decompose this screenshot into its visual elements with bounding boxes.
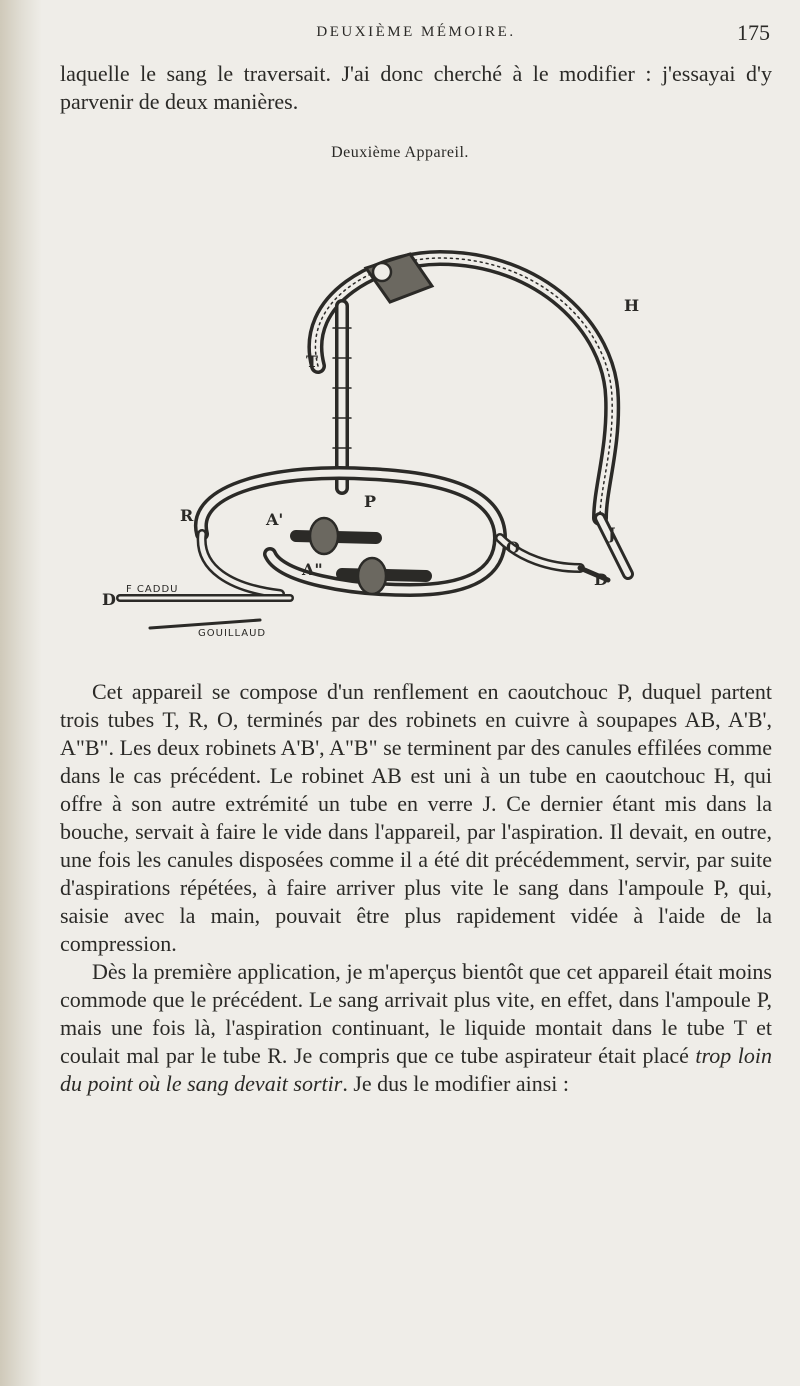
label-j: J xyxy=(608,524,616,543)
label-t: T xyxy=(306,352,318,371)
label-d-right: D xyxy=(594,570,608,589)
running-head xyxy=(60,20,772,46)
illustrator-signature: GOUILLAUD xyxy=(198,628,267,639)
figure-caption: Deuxième Appareil. xyxy=(331,144,469,161)
paragraph-2-italic: trop loin du point où le sang devait sortir xyxy=(60,1043,772,1096)
body-text xyxy=(60,678,772,1098)
label-p: P xyxy=(364,492,377,511)
label-a-double: A" xyxy=(302,560,323,579)
running-title: DEUXIÈME MÉMOIRE. xyxy=(316,24,516,40)
label-h: H xyxy=(624,296,640,315)
label-o: O xyxy=(506,538,520,557)
paragraph-2-end: . Je dus le modifier ainsi : xyxy=(342,1071,570,1096)
apparatus-figure xyxy=(80,238,720,658)
intro-paragraph xyxy=(60,60,772,116)
label-a-prime: A' xyxy=(266,510,284,529)
paragraph-1: Cet appareil se compose d'un renflement en caoutchouc P, duquel partent trois tubes T, R, O, terminés par des robinets en cuivre à soupapes AB, A'B', A"B". Les deux robinets A'B', A"B" se terminent par des canules effilées comme dans le cas précédent. Le robinet AB est uni à un tube en caoutchouc H, qui offre à son autre extrémité un tube en verre J. Ce dernier étant mis dans la bouche, servait à faire le vide dans l'appareil, par l'aspiration. Il devait, en outre, une fois les canules disposées comme il a été dit précédemment, servir, par suite d'aspirations répétées, à faire arriver plus vite le sang dans l'ampoule P, qui, saisie avec la main, pouvait être plus rapidement vidée à l'aide de la compression. xyxy=(60,679,772,956)
intro-text: laquelle le sang le traversait. J'ai donc cherché à le modifier : j'essayai d'y parvenir de deux manières. xyxy=(60,61,772,114)
paragraph-2-main: Dès la première application, je m'aperçus bientôt que cet appareil était moins commode que le précédent. Le sang arrivait plus vite, en effet, dans l'ampoule P, mais une fois là, l'aspiration continuant, le liquide montait dans le tube T et coulait mal par le tube R. Je compris que ce tube aspirateur était placé xyxy=(60,959,772,1068)
label-d-left: D xyxy=(102,590,116,609)
label-r: R xyxy=(180,506,194,525)
page-number: 175 xyxy=(737,20,770,45)
paragraph-2 xyxy=(60,958,772,1098)
engraver-signature: F CADDU xyxy=(126,584,179,595)
